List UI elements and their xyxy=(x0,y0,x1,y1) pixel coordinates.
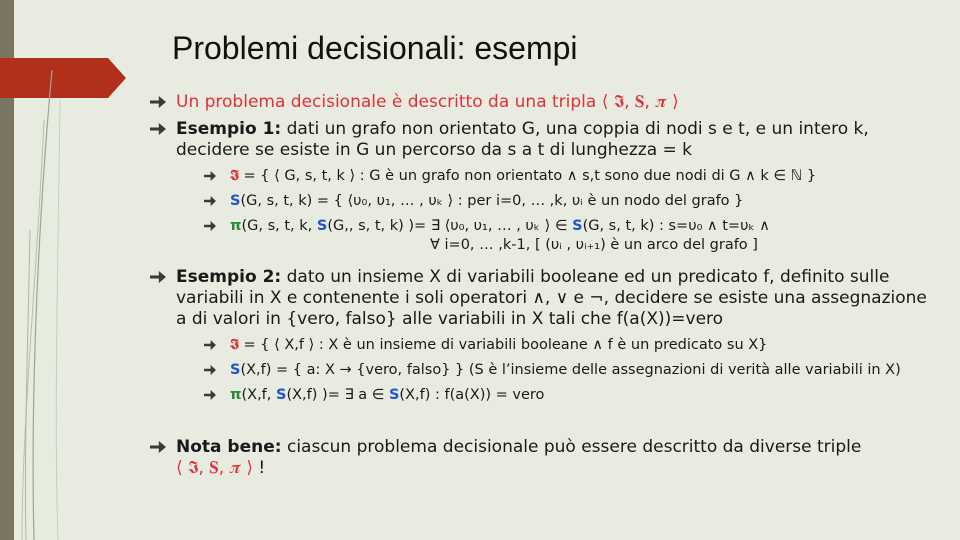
note-triple: ⟨ 𝕴, 𝐒, 𝝅 ⟩ xyxy=(176,458,254,478)
solutions-symbol: S xyxy=(316,218,328,234)
arrow-bullet-icon xyxy=(150,271,166,283)
sub-bullet-solutions-2 xyxy=(204,361,940,380)
arrow-bullet-icon xyxy=(204,390,216,400)
sub-bullet-predicate-1 xyxy=(204,217,940,255)
example-1-heading: Esempio 1: xyxy=(176,119,282,139)
arrow-bullet-icon xyxy=(204,340,216,350)
note-line-2 xyxy=(176,458,940,479)
arrow-bullet-icon xyxy=(150,96,166,108)
predicate-text-c: (X,f) : f(a(X)) = vero xyxy=(399,387,545,403)
arrow-bullet-icon xyxy=(150,123,166,135)
arrow-bullet-icon xyxy=(150,441,166,453)
predicate-text-c: (G, s, t, k) : s=υ₀ ∧ t=υₖ ∧ xyxy=(582,218,770,234)
instances-text: = { ⟨ G, s, t, k ⟩ : G è un grafo non orientato ∧ s,t sono due nodi di G ∧ k ∈ ℕ } xyxy=(238,168,817,184)
definition-text: Un problema decisionale è descritto da una tripla ⟨ 𝕴, 𝐒, 𝝅 ⟩ xyxy=(176,92,679,112)
red-banner-shape xyxy=(0,58,126,98)
predicate-text-b: (X,f) )= ∃ a ∈ xyxy=(286,387,389,403)
instances-symbol: 𝕴 xyxy=(230,337,239,353)
bullet-example-2 xyxy=(150,267,940,405)
example-2-heading: Esempio 2: xyxy=(176,267,282,287)
sub-bullet-instances-2 xyxy=(204,336,940,355)
solutions-symbol: S xyxy=(230,193,241,209)
solutions-symbol: S xyxy=(276,387,287,403)
slide-content xyxy=(150,92,940,485)
solutions-text: (G, s, t, k) = { ⟨υ₀, υ₁, … , υₖ ⟩ : per i=0, … ,k, υᵢ è un nodo del grafo } xyxy=(240,193,744,209)
arrow-bullet-icon xyxy=(204,221,216,231)
bullet-definition xyxy=(150,92,940,113)
predicate-text-b: (G,, s, t, k) )= ∃ ⟨υ₀, υ₁, … , υₖ ⟩ ∈ xyxy=(327,218,573,234)
note-heading: Nota bene: xyxy=(176,437,282,457)
predicate-text-a: (G, s, t, k, xyxy=(241,218,317,234)
decorative-lines xyxy=(0,0,140,540)
arrow-bullet-icon xyxy=(204,196,216,206)
predicate-line-2: ∀ i=0, … ,k-1, [ (υᵢ , υᵢ₊₁) è un arco del grafo ] xyxy=(430,237,758,253)
arrow-bullet-icon xyxy=(204,171,216,181)
sub-bullet-predicate-2 xyxy=(204,386,940,405)
sub-bullet-instances-1 xyxy=(204,167,940,186)
instances-text: = { ⟨ X,f ⟩ : X è un insieme di variabili booleane ∧ f è un predicato su X} xyxy=(238,337,768,353)
example-1-text: dati un grafo non orientato G, una coppia di nodi s e t, e un intero k, decidere se esiste in G un percorso da s a t di lunghezza = k xyxy=(176,119,869,160)
solutions-symbol: S xyxy=(230,362,241,378)
note-end: ! xyxy=(253,458,266,478)
note-text: ciascun problema decisionale può essere descritto da diverse triple xyxy=(281,437,862,457)
predicate-symbol: π xyxy=(230,387,242,403)
sub-bullet-solutions-1 xyxy=(204,192,940,211)
predicate-symbol: π xyxy=(230,218,242,234)
solutions-symbol: S xyxy=(572,218,583,234)
bullet-note xyxy=(150,437,940,479)
solutions-symbol: S xyxy=(388,387,400,403)
slide-title: Problemi decisionali: esempi xyxy=(172,30,578,66)
bullet-example-1 xyxy=(150,119,940,255)
predicate-text-a: (X,f, xyxy=(241,387,277,403)
instances-symbol: 𝕴 xyxy=(230,168,239,184)
arrow-bullet-icon xyxy=(204,365,216,375)
solutions-text: (X,f) = { a: X → {vero, falso} } (S è l’insieme delle assegnazioni di verità alle variabili in X) xyxy=(240,362,901,378)
example-2-text: dato un insieme X di variabili booleane ed un predicato f, definito sulle variabili in X e contenente i soli operatori ∧, ∨ e ¬, decidere se esiste una assegnazione a di valori in {vero, falso} alle variabili in X tali che f(a(X))=vero xyxy=(176,267,927,329)
